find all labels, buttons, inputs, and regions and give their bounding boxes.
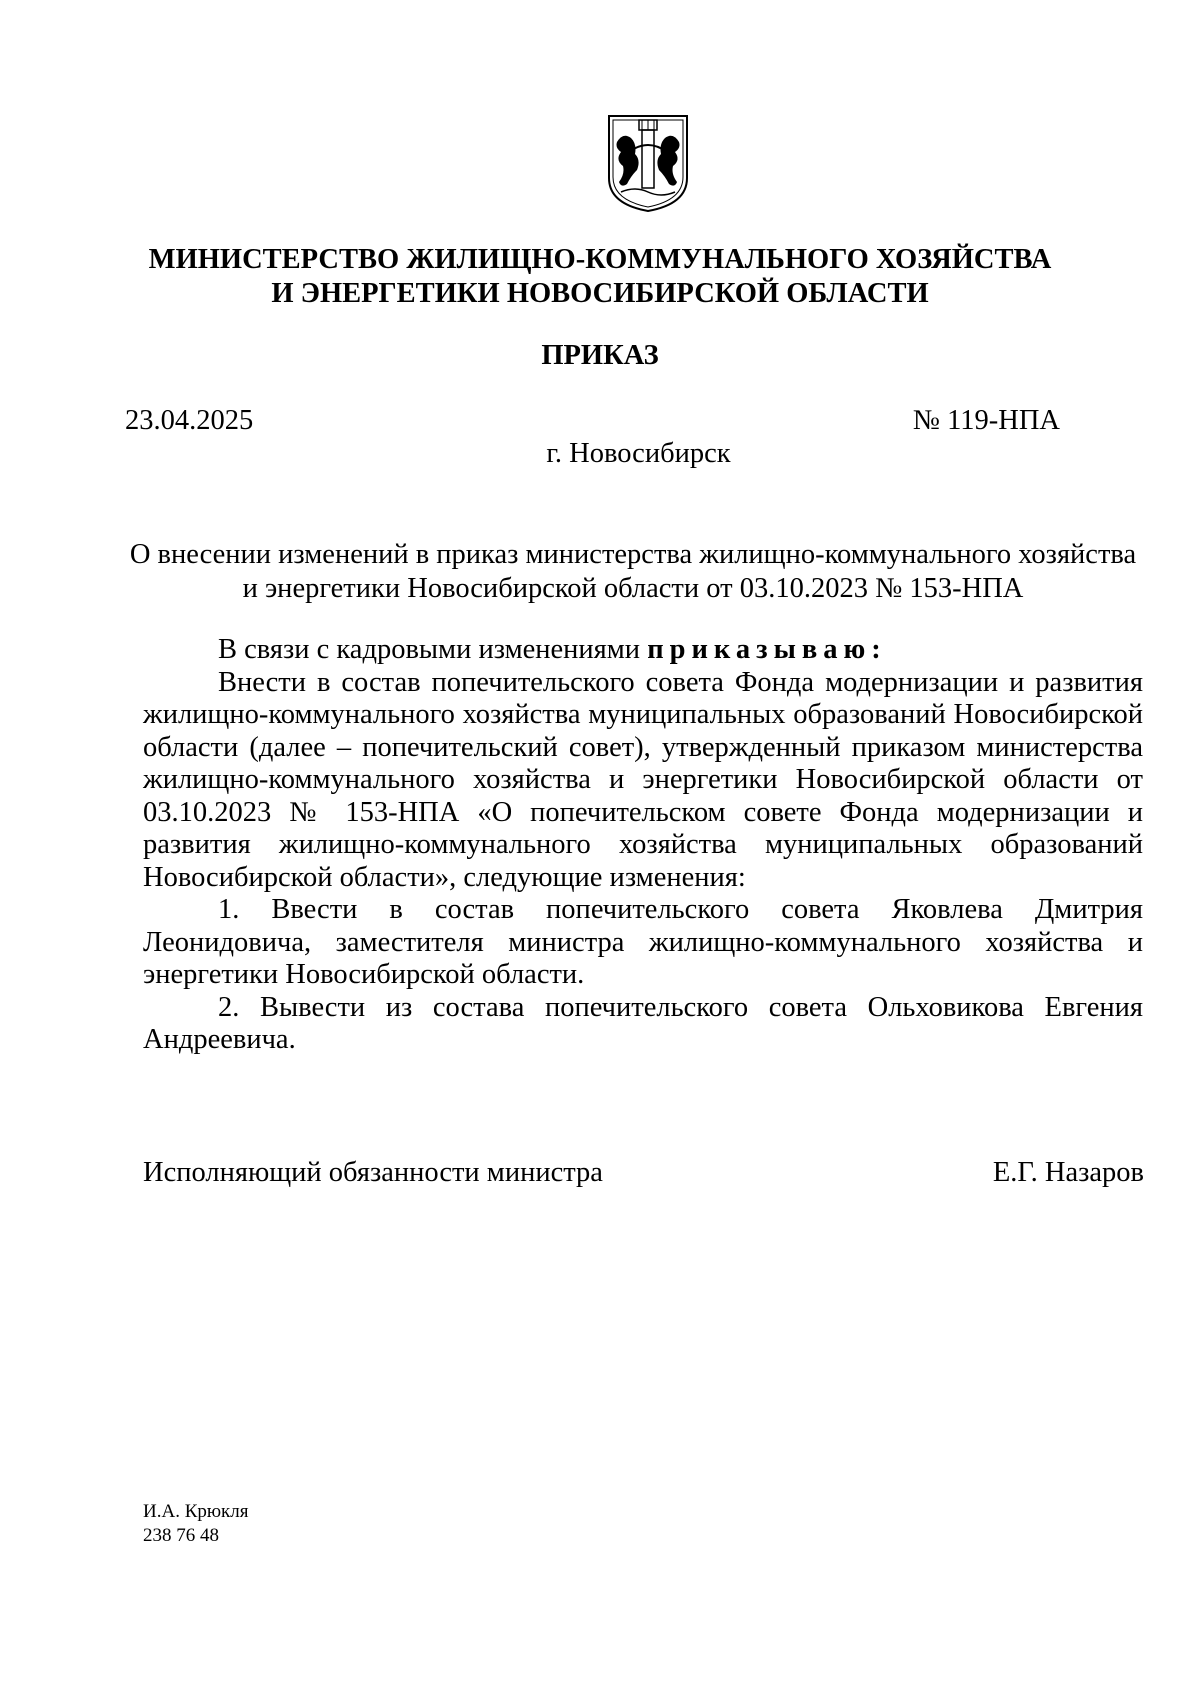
intro-text: В связи с кадровыми изменениями — [218, 634, 648, 665]
signatory-position: Исполняющий обязанности министра — [143, 1157, 603, 1188]
executor-name: И.А. Крюкля — [143, 1501, 249, 1522]
coat-of-arms-icon — [601, 112, 695, 214]
ministry-name-line2: И ЭНЕРГЕТИКИ НОВОСИБИРСКОЙ ОБЛАСТИ — [271, 278, 929, 309]
document-date: 23.04.2025 — [125, 405, 254, 436]
document-body — [143, 634, 1143, 1057]
subject-line2: и энергетики Новосибирской области от 03.10.2023 № 153-НПА — [242, 573, 1024, 604]
main-paragraph: Внести в состав попечительского совета Фонда модернизации и развития жилищно-коммунального хозяйства муниципальных образований Новосибирской области (далее – попечительский совет), утвержденный приказом министерства жилищно-коммунального хозяйства и энергетики Новосибирской области от 03.10.2023 № 153-НПА «О попечительском совете Фонда модернизации и развития жилищно-коммунального хозяйства муниципальных образований Новосибирской области», следующие изменения: — [143, 666, 1143, 893]
order-word: приказываю: — [647, 634, 887, 665]
document-number: № 119-НПА — [912, 405, 1060, 436]
item-2: 2. Вывести из состава попечительского совета Ольховикова Евгения Андреевича. — [143, 991, 1143, 1055]
executor-block — [143, 1500, 249, 1548]
document-type: ПРИКАЗ — [541, 340, 659, 371]
executor-phone: 238 76 48 — [143, 1525, 219, 1546]
subject-line1: О внесении изменений в приказ министерства жилищно-коммунального хозяйства — [129, 539, 1137, 570]
signatory-name: Е.Г. Назаров — [992, 1157, 1144, 1188]
intro-paragraph — [143, 634, 1143, 667]
document-city: г. Новосибирск — [546, 438, 731, 469]
item-1: 1. Ввести в состав попечительского совета Яковлева Дмитрия Леонидовича, заместителя министра жилищно-коммунального хозяйства и энергетики Новосибирской области. — [143, 894, 1143, 990]
ministry-name-line1: МИНИСТЕРСТВО ЖИЛИЩНО-КОММУНАЛЬНОГО ХОЗЯЙСТВА — [148, 244, 1052, 275]
